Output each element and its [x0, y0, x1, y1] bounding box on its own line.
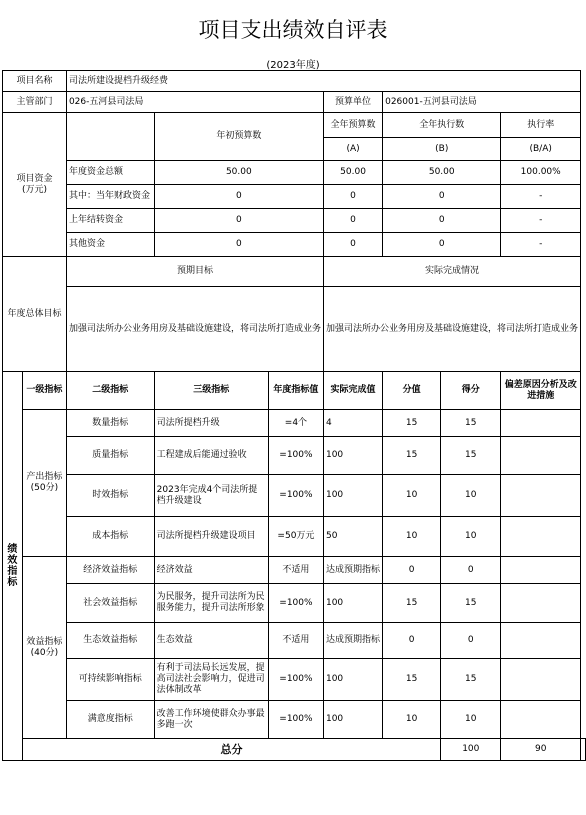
- col-full-exec: 全年执行数: [383, 113, 501, 138]
- actual-cell: 100: [323, 701, 382, 739]
- level3-cell: 司法所提档升级建设项目: [154, 517, 268, 557]
- reason-cell: [501, 659, 581, 701]
- fund-row-budget: 50.00: [323, 161, 382, 185]
- value-cell: 15: [383, 584, 441, 623]
- group-output-label: 产出指标 (50分): [22, 410, 66, 557]
- indicators-section-label: 绩效指标: [3, 372, 23, 761]
- fund-row-name: 其中：当年财政资金: [66, 185, 154, 209]
- project-name-label: 项目名称: [3, 71, 67, 92]
- score-cell: 10: [441, 517, 501, 557]
- header-reason: 偏差原因分析及改进措施: [501, 372, 581, 410]
- fund-row-name: 上年结转资金: [66, 209, 154, 233]
- header-target: 年度指标值: [268, 372, 323, 410]
- page-title: 项目支出绩效自评表: [198, 18, 388, 42]
- target-cell: =100%: [268, 475, 323, 517]
- fund-row-rate: -: [501, 233, 581, 257]
- reason-cell: [501, 517, 581, 557]
- target-cell: =100%: [268, 701, 323, 739]
- total-reason-cell: [581, 739, 586, 761]
- fund-row-initial: 0: [154, 209, 323, 233]
- reason-cell: [501, 557, 581, 584]
- funds-label: 项目资金 (万元): [3, 113, 67, 257]
- fund-row-budget: 0: [323, 185, 382, 209]
- group-benefit-label: 效益指标 (40分): [22, 557, 66, 739]
- reason-cell: [501, 584, 581, 623]
- actual-cell: 100: [323, 659, 382, 701]
- fund-row-rate: -: [501, 185, 581, 209]
- level2-cell: 成本指标: [66, 517, 154, 557]
- score-cell: 15: [441, 584, 501, 623]
- value-cell: 0: [383, 623, 441, 659]
- level2-cell: 可持续影响指标: [66, 659, 154, 701]
- actual-cell: 100: [323, 475, 382, 517]
- value-cell: 15: [383, 437, 441, 475]
- actual-cell: 100: [323, 437, 382, 475]
- fund-row-name: 其他资金: [66, 233, 154, 257]
- value-cell: 0: [383, 557, 441, 584]
- expected-goal-header: 预期目标: [66, 257, 323, 287]
- actual-goal-header: 实际完成情况: [323, 257, 580, 287]
- total-score: 90: [501, 739, 581, 761]
- expected-goal-text: 加强司法所办公业务用房及基础设施建设，将司法所打造成业务: [66, 287, 323, 372]
- level3-cell: 2023年完成4个司法所提档升级建设: [154, 475, 268, 517]
- value-cell: 10: [383, 701, 441, 739]
- report-year: (2023年度): [266, 60, 320, 71]
- unit-label: 预算单位: [323, 92, 382, 113]
- goals-label: 年度总体目标: [3, 257, 67, 372]
- actual-cell: 达成预期指标: [323, 623, 382, 659]
- level2-cell: 质量指标: [66, 437, 154, 475]
- header-score: 得分: [441, 372, 501, 410]
- level3-cell: 改善工作环境使群众办事最多跑一次: [154, 701, 268, 739]
- fund-row-rate: -: [501, 209, 581, 233]
- header-score-value: 分值: [383, 372, 441, 410]
- level2-cell: 时效指标: [66, 475, 154, 517]
- unit-value: 026001-五河县司法局: [383, 92, 581, 113]
- fund-row-budget: 0: [323, 233, 382, 257]
- funds-blank-header: [66, 113, 154, 161]
- reason-cell: [501, 437, 581, 475]
- reason-cell: [501, 623, 581, 659]
- level2-cell: 数量指标: [66, 410, 154, 437]
- actual-cell: 50: [323, 517, 382, 557]
- header-level1: 一级指标: [22, 372, 66, 410]
- score-cell: 15: [441, 410, 501, 437]
- target-cell: =100%: [268, 584, 323, 623]
- level3-cell: 经济效益: [154, 557, 268, 584]
- dept-label: 主管部门: [3, 92, 67, 113]
- fund-row-initial: 0: [154, 185, 323, 209]
- level2-cell: 生态效益指标: [66, 623, 154, 659]
- reason-cell: [501, 475, 581, 517]
- col-exec-rate: 执行率: [501, 113, 581, 138]
- header-level2: 二级指标: [66, 372, 154, 410]
- score-cell: 0: [441, 557, 501, 584]
- col-full-budget-sub: (A): [323, 138, 382, 161]
- actual-goal-text: 加强司法所办公业务用房及基础设施建设，将司法所打造成业务: [323, 287, 580, 372]
- score-cell: 0: [441, 623, 501, 659]
- col-initial-budget: 年初预算数: [154, 113, 323, 161]
- target-cell: =50万元: [268, 517, 323, 557]
- value-cell: 10: [383, 475, 441, 517]
- total-value: 100: [441, 739, 501, 761]
- fund-row-exec: 50.00: [383, 161, 501, 185]
- actual-cell: 达成预期指标: [323, 557, 382, 584]
- value-cell: 15: [383, 410, 441, 437]
- level2-cell: 经济效益指标: [66, 557, 154, 584]
- evaluation-table: [2, 70, 586, 761]
- project-name-value: 司法所建设提档升级经费: [66, 71, 580, 92]
- level2-cell: 满意度指标: [66, 701, 154, 739]
- score-cell: 10: [441, 701, 501, 739]
- level3-cell: 工程建成后能通过验收: [154, 437, 268, 475]
- header-level3: 三级指标: [154, 372, 268, 410]
- fund-row-exec: 0: [383, 185, 501, 209]
- score-cell: 15: [441, 659, 501, 701]
- target-cell: 不适用: [268, 557, 323, 584]
- fund-row-initial: 0: [154, 233, 323, 257]
- fund-row-rate: 100.00%: [501, 161, 581, 185]
- fund-row-name: 年度资金总额: [66, 161, 154, 185]
- fund-row-initial: 50.00: [154, 161, 323, 185]
- level3-cell: 有利于司法局长远发展，提高司法社会影响力，促进司法体制改革: [154, 659, 268, 701]
- score-cell: 10: [441, 475, 501, 517]
- col-full-exec-sub: (B): [383, 138, 501, 161]
- reason-cell: [501, 701, 581, 739]
- total-label: 总分: [22, 739, 440, 761]
- target-cell: 不适用: [268, 623, 323, 659]
- level2-cell: 社会效益指标: [66, 584, 154, 623]
- fund-row-budget: 0: [323, 209, 382, 233]
- col-full-budget: 全年预算数: [323, 113, 382, 138]
- target-cell: =100%: [268, 659, 323, 701]
- col-exec-rate-sub: (B/A): [501, 138, 581, 161]
- target-cell: =100%: [268, 437, 323, 475]
- level3-cell: 生态效益: [154, 623, 268, 659]
- score-cell: 15: [441, 437, 501, 475]
- level3-cell: 为民服务，提升司法所为民服务能力，提升司法所形象: [154, 584, 268, 623]
- reason-cell: [501, 410, 581, 437]
- dept-value: 026-五河县司法局: [66, 92, 323, 113]
- target-cell: =4个: [268, 410, 323, 437]
- actual-cell: 100: [323, 584, 382, 623]
- actual-cell: 4: [323, 410, 382, 437]
- fund-row-exec: 0: [383, 233, 501, 257]
- fund-row-exec: 0: [383, 209, 501, 233]
- value-cell: 15: [383, 659, 441, 701]
- level3-cell: 司法所提档升级: [154, 410, 268, 437]
- value-cell: 10: [383, 517, 441, 557]
- header-actual: 实际完成值: [323, 372, 382, 410]
